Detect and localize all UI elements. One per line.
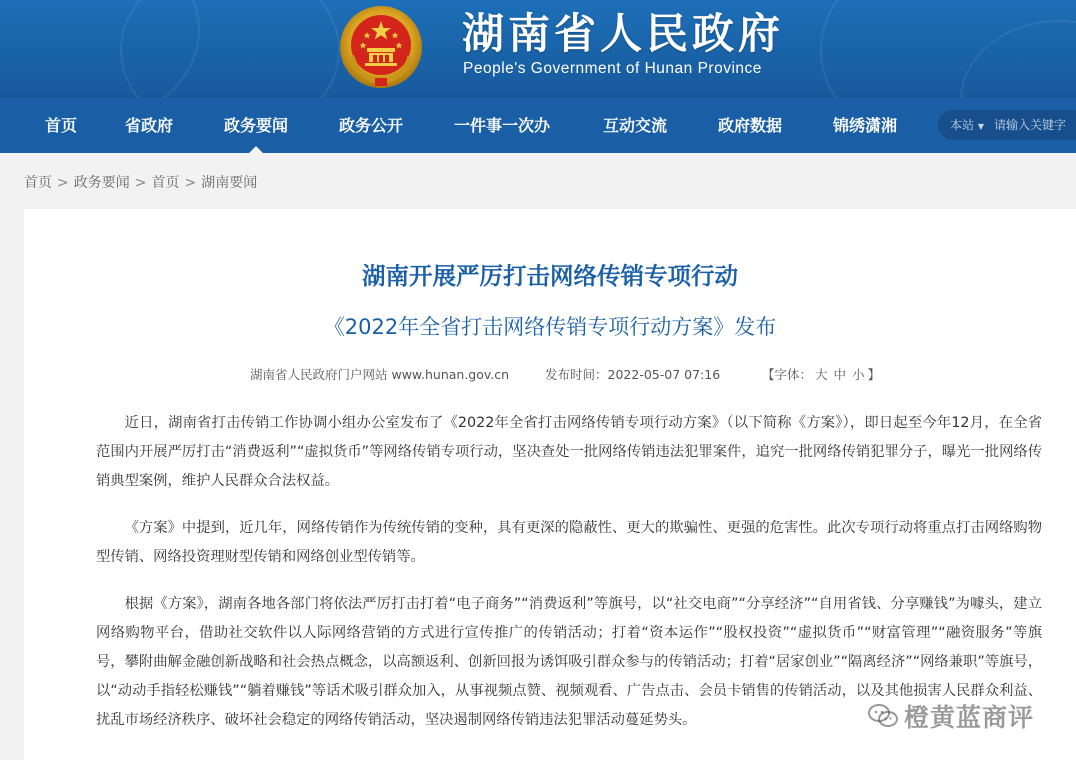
breadcrumb-separator: > bbox=[184, 175, 197, 191]
nav-label: 首页 bbox=[45, 116, 78, 135]
publish-time-value: 2022-05-07 07:16 bbox=[607, 367, 721, 382]
watermark bbox=[868, 696, 1034, 736]
nav-item-hunan-scenery[interactable] bbox=[833, 98, 897, 153]
nav-label: 省政府 bbox=[125, 116, 174, 135]
nav-item-government-news[interactable] bbox=[224, 98, 288, 153]
nav-label: 互动交流 bbox=[603, 116, 668, 135]
font-size-close: 】 bbox=[867, 367, 881, 382]
article-paragraph: 近日，湖南省打击传销工作协调小组办公室发布了《2022年全省打击网络传销专项行动方案》（以下简称《方案》），即日起至今年12月，在全省范围内开展严厉打击“消费返利”“虚拟货币”等网络传销专项行动，坚决查处一批网络传销违法犯罪案件，追究一批网络传销犯罪分子，曝光一批网络传销典型案例，维护人民群众合法权益。 bbox=[96, 415, 1042, 489]
article-source: 湖南省人民政府门户网站 www.hunan.gov.cn bbox=[250, 367, 510, 382]
nav-label: 政务要闻 bbox=[224, 116, 289, 135]
banner-decoration bbox=[120, 0, 340, 98]
search-scope-label: 本站 bbox=[950, 118, 975, 132]
nav-item-one-thing-one-time[interactable] bbox=[454, 98, 550, 153]
breadcrumb-government-news[interactable]: 政务要闻 bbox=[73, 175, 130, 191]
wechat-icon bbox=[868, 703, 898, 729]
article-paragraph: 根据《方案》，湖南各地各部门将依法严厉打击打着“电子商务”“消费返利”等旗号，以“社交电商”“分享经济”“自用省钱、分享赚钱”为噱头，建立网络购物平台，借助社交软件以人际网络营销的方式进行宣传推广的传销活动；打着“资本运作”“股权投资”“虚拟货币”“财富管理”“融资服务”等旗号，攀附曲解金融创新战略和社会热点概念，以高额返利、创新回报为诱饵吸引群众参与的传销活动；打着“居家创业”“隔离经济”“网络兼职”等旗号，以“动动手指轻松赚钱”“躺着赚钱”等话术吸引群众加入，从事视频点赞、视频观看、广告点击、会员卡销售的传销活动，以及其他损害人民群众利益、扰乱市场经济秩序、破坏社会稳定的网络传销活动，坚决遏制网络传销违法犯罪活动蔓延势头。 bbox=[96, 596, 1042, 728]
font-size-label: 【字体： bbox=[762, 367, 813, 382]
nav-label: 一件事一次办 bbox=[454, 116, 551, 135]
breadcrumb-home[interactable]: 首页 bbox=[24, 175, 52, 191]
nav-item-government-data[interactable] bbox=[718, 98, 782, 153]
site-title: 湖南省人民政府 bbox=[462, 9, 785, 58]
breadcrumb-hunan-news[interactable]: 湖南要闻 bbox=[201, 175, 258, 191]
breadcrumb-separator: > bbox=[57, 175, 69, 191]
article-paragraph: 《方案》中提到，近几年，网络传销作为传统传销的变种，具有更深的隐蔽性、更大的欺骗性、更强的危害性。此次专项行动将重点打击网络购物型传销、网络投资理财型传销和网络创业型传销等。 bbox=[96, 520, 1042, 565]
nav-label: 政府数据 bbox=[718, 116, 783, 135]
font-size-control bbox=[762, 365, 880, 383]
font-size-large[interactable]: 大 bbox=[815, 367, 828, 382]
watermark-text: 橙黄蓝商评 bbox=[904, 703, 1035, 732]
font-size-small[interactable]: 小 bbox=[852, 367, 865, 382]
breadcrumb-home-2[interactable]: 首页 bbox=[151, 175, 180, 191]
article-panel bbox=[24, 209, 1076, 760]
national-emblem-icon bbox=[338, 4, 424, 90]
article-publish-time bbox=[545, 365, 720, 383]
chevron-down-icon: ▼ bbox=[977, 122, 984, 131]
nav-item-home[interactable] bbox=[45, 98, 77, 153]
publish-time-label: 发布时间： bbox=[545, 367, 608, 382]
site-subtitle: People's Government of Hunan Province bbox=[463, 60, 762, 77]
nav-label: 政务公开 bbox=[339, 116, 404, 135]
main-nav bbox=[0, 98, 1076, 153]
article-subtitle: 《2022年全省打击网络传销专项行动方案》发布 bbox=[323, 315, 777, 339]
font-size-medium[interactable]: 中 bbox=[833, 367, 847, 382]
nav-item-provincial-government[interactable] bbox=[125, 98, 173, 153]
active-tab-caret bbox=[249, 146, 263, 153]
nav-label: 锦绣潇湘 bbox=[833, 116, 898, 135]
search-scope-select[interactable] bbox=[950, 110, 984, 142]
breadcrumb-separator: > bbox=[134, 175, 147, 191]
article-title: 湖南开展严厉打击网络传销专项行动 bbox=[362, 262, 738, 290]
nav-item-government-affairs-disclosure[interactable] bbox=[339, 98, 403, 153]
search-box bbox=[938, 110, 1076, 140]
header-banner bbox=[0, 0, 1076, 98]
search-input[interactable] bbox=[994, 115, 1076, 135]
nav-item-interaction[interactable] bbox=[603, 98, 667, 153]
breadcrumb bbox=[24, 172, 257, 192]
